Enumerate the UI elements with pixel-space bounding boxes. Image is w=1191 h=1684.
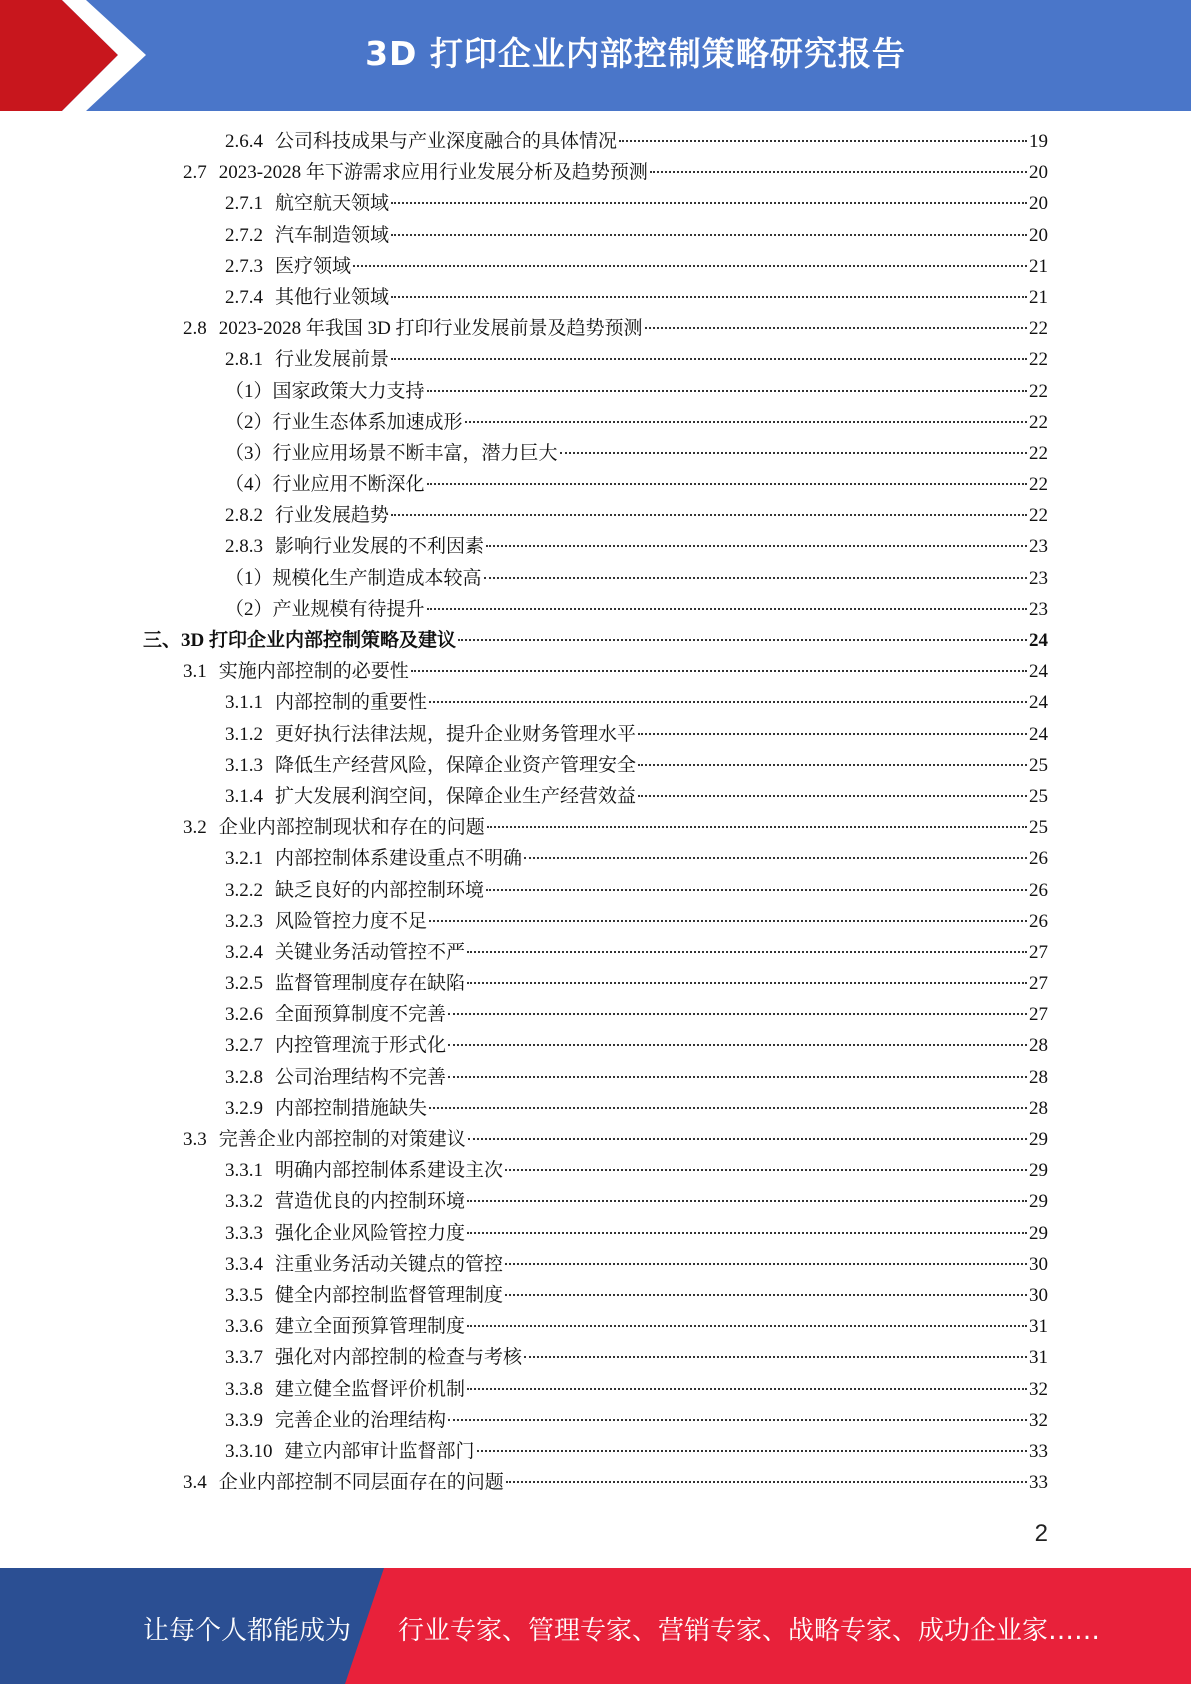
toc-entry[interactable] (0, 781, 1048, 812)
toc-entry[interactable] (0, 937, 1048, 968)
toc-entry-number: 3.2 (183, 817, 207, 839)
toc-entry-number: 3.1.2 (225, 723, 263, 745)
toc-entry-title (225, 407, 463, 438)
toc-entry-text: （1）规模化生产制造成本较高 (225, 567, 482, 589)
toc-entry-page: 29 (1029, 1191, 1048, 1213)
toc-leader-dots (448, 1013, 1027, 1015)
toc-entry[interactable] (0, 1186, 1048, 1217)
toc-entry-number: 3.2.6 (225, 1004, 263, 1026)
toc-entry[interactable] (0, 1218, 1048, 1249)
toc-leader-dots (429, 1107, 1027, 1109)
toc-entry-text: 完善企业的治理结构 (275, 1409, 447, 1431)
toc-entry-text: 内控管理流于形式化 (275, 1035, 447, 1057)
toc-entry[interactable] (0, 1249, 1048, 1280)
toc-entry-page: 26 (1029, 910, 1048, 932)
toc-leader-dots (524, 1356, 1027, 1358)
toc-entry-page: 22 (1029, 505, 1048, 527)
toc-entry-page: 22 (1029, 318, 1048, 340)
toc-entry-text: 内部控制措施缺失 (275, 1097, 428, 1119)
toc-entry-title (225, 594, 425, 625)
toc-entry-page: 22 (1029, 442, 1048, 464)
toc-leader-dots (391, 296, 1027, 298)
toc-entry-title (225, 1186, 465, 1217)
toc-entry-text: 影响行业发展的不利因素 (275, 536, 485, 558)
toc-entry-number: 2.7 (183, 162, 207, 184)
toc-entry-text: （3）行业应用场景不断丰富，潜力巨大 (225, 442, 558, 464)
toc-entry[interactable] (0, 656, 1048, 687)
toc-entry[interactable] (0, 407, 1048, 438)
toc-leader-dots (391, 358, 1027, 360)
toc-leader-dots (467, 1325, 1027, 1327)
toc-entry-number: 3.3.7 (225, 1347, 263, 1369)
toc-leader-dots (487, 826, 1027, 828)
toc-leader-dots (391, 202, 1027, 204)
toc-entry-text: 建立全面预算管理制度 (275, 1316, 466, 1338)
toc-entry-text: 企业内部控制不同层面存在的问题 (218, 1472, 504, 1494)
toc-entry-text: 实施内部控制的必要性 (218, 661, 409, 683)
toc-entry-number: 2.7.2 (225, 224, 263, 246)
toc-leader-dots (411, 670, 1027, 672)
toc-entry-number: 3.3.8 (225, 1378, 263, 1400)
toc-entry-title (225, 843, 522, 874)
toc-entry[interactable] (0, 719, 1048, 750)
toc-entry-title (225, 1342, 522, 1373)
toc-entry[interactable] (0, 1374, 1048, 1405)
toc-entry-page: 29 (1029, 1129, 1048, 1150)
toc-entry-page: 28 (1029, 1097, 1048, 1119)
toc-entry-title (225, 344, 389, 375)
toc-entry[interactable] (0, 251, 1048, 282)
toc-entry-text: 建立内部审计监督部门 (284, 1440, 475, 1462)
toc-entry-page: 32 (1029, 1409, 1048, 1431)
toc-entry-title (183, 812, 485, 843)
toc-leader-dots (486, 889, 1027, 891)
toc-entry-page: 26 (1029, 848, 1048, 870)
toc-entry-title (225, 563, 482, 594)
document-title: 3D 打印企业内部控制策略研究报告 (365, 34, 906, 73)
toc-entry-title (225, 500, 389, 531)
toc-entry-text: （1）国家政策大力支持 (225, 380, 425, 402)
toc-entry[interactable] (0, 126, 1048, 157)
toc-entry-page: 31 (1029, 1316, 1048, 1338)
toc-entry[interactable] (0, 1155, 1048, 1186)
toc-entry-page: 32 (1029, 1378, 1048, 1400)
toc-leader-dots (638, 795, 1027, 797)
toc-entry-text: 公司科技成果与产业深度融合的具体情况 (275, 131, 618, 152)
toc-entry[interactable] (0, 188, 1048, 219)
toc-entry[interactable] (0, 1436, 1048, 1467)
toc-entry-title (225, 251, 351, 282)
toc-entry-title (225, 282, 389, 313)
toc-entry-title (225, 1311, 465, 1342)
toc-entry-title (183, 1467, 504, 1498)
toc-leader-dots (524, 857, 1027, 859)
toc-entry-number: 3.1.4 (225, 785, 263, 807)
toc-entry-text: 健全内部控制监督管理制度 (275, 1284, 504, 1306)
toc-entry[interactable] (0, 999, 1048, 1030)
footer-slogan-left: 让每个人都能成为 (143, 1616, 352, 1646)
toc-leader-dots (560, 452, 1027, 454)
toc-entry-page: 28 (1029, 1035, 1048, 1057)
toc-entry[interactable] (0, 875, 1048, 906)
toc-entry-page: 20 (1029, 162, 1048, 184)
toc-leader-dots (448, 1419, 1027, 1421)
toc-entry-title (225, 1030, 446, 1061)
toc-entry-title (225, 968, 465, 999)
toc-entry-title (225, 875, 484, 906)
toc-entry-page: 21 (1029, 286, 1048, 308)
toc-entry-number: 3.1.1 (225, 692, 263, 714)
toc-leader-dots (465, 421, 1027, 423)
toc-entry-title (225, 781, 636, 812)
toc-entry-title (183, 1124, 466, 1155)
toc-entry-number: 3.2.3 (225, 910, 263, 932)
toc-entry-page: 21 (1029, 255, 1048, 277)
toc-entry-number: 2.8.2 (225, 505, 263, 527)
toc-entry-title (225, 188, 389, 219)
toc-entry-page: 30 (1029, 1284, 1048, 1306)
toc-entry[interactable] (0, 1062, 1048, 1093)
toc-entry-title (225, 1218, 465, 1249)
toc-leader-dots (505, 1169, 1027, 1171)
toc-entry-text: 监督管理制度存在缺陷 (275, 973, 466, 995)
toc-entry-title (183, 157, 648, 188)
table-of-contents (0, 126, 1191, 1498)
toc-entry-text: 更好执行法律法规，提升企业财务管理水平 (275, 723, 637, 745)
toc-entry-page: 33 (1029, 1440, 1048, 1462)
toc-entry-number: 3.3.3 (225, 1222, 263, 1244)
toc-leader-dots (353, 265, 1027, 267)
toc-entry-text: （4）行业应用不断深化 (225, 474, 425, 496)
toc-leader-dots (645, 327, 1027, 329)
toc-entry-title (225, 220, 389, 251)
toc-entry-text: 内部控制体系建设重点不明确 (275, 848, 523, 870)
toc-entry-page: 22 (1029, 380, 1048, 402)
toc-leader-dots (429, 701, 1027, 703)
toc-entry-number: 2.7.3 (225, 255, 263, 277)
toc-entry-page: 24 (1029, 723, 1048, 745)
toc-entry-title (225, 1249, 503, 1280)
toc-entry-number: 3.3 (183, 1129, 207, 1150)
toc-entry-page: 23 (1029, 598, 1048, 620)
toc-entry[interactable] (0, 687, 1048, 718)
toc-entry-text: 强化对内部控制的检查与考核 (275, 1347, 523, 1369)
toc-entry-number: 3.2.8 (225, 1066, 263, 1088)
toc-entry-text: 其他行业领域 (275, 286, 390, 308)
toc-entry-number: 3.4 (183, 1472, 207, 1494)
toc-entry[interactable] (0, 313, 1048, 344)
toc-entry-page: 25 (1029, 785, 1048, 807)
toc-entry-title (225, 750, 636, 781)
toc-entry-number: 3.3.1 (225, 1160, 263, 1182)
toc-leader-dots (427, 483, 1027, 485)
toc-entry[interactable] (0, 1342, 1048, 1373)
toc-entry[interactable] (0, 843, 1048, 874)
toc-leader-dots (467, 1232, 1027, 1234)
toc-entry-page: 19 (1029, 131, 1048, 152)
toc-entry[interactable] (0, 1311, 1048, 1342)
toc-entry-number: 3.2.9 (225, 1097, 263, 1119)
toc-entry-page: 27 (1029, 941, 1048, 963)
toc-entry-page: 24 (1029, 692, 1048, 714)
toc-entry-page: 27 (1029, 973, 1048, 995)
toc-entry-number: 3.3.5 (225, 1284, 263, 1306)
toc-entry-page: 24 (1029, 661, 1048, 683)
toc-entry[interactable] (0, 376, 1048, 407)
toc-entry-title (225, 906, 427, 937)
toc-entry-page: 20 (1029, 193, 1048, 215)
toc-entry[interactable] (0, 220, 1048, 251)
toc-entry-title (225, 126, 617, 157)
toc-entry-text: 扩大发展利润空间，保障企业生产经营效益 (275, 785, 637, 807)
toc-entry-text: 风险管控力度不足 (275, 910, 428, 932)
toc-entry-page: 29 (1029, 1222, 1048, 1244)
toc-entry-text: 内部控制的重要性 (275, 692, 428, 714)
toc-entry-text: 企业内部控制现状和存在的问题 (218, 817, 485, 839)
toc-leader-dots (467, 951, 1027, 953)
toc-entry-title (225, 719, 636, 750)
toc-entry-title (225, 1155, 503, 1186)
toc-entry-text: 三、3D 打印企业内部控制策略及建议 (143, 630, 456, 651)
toc-leader-dots (505, 1294, 1027, 1296)
toc-entry-text: 完善企业内部控制的对策建议 (218, 1129, 466, 1150)
toc-entry[interactable] (0, 812, 1048, 843)
toc-entry-page: 22 (1029, 411, 1048, 433)
toc-entry-page: 29 (1029, 1160, 1048, 1182)
toc-leader-dots (467, 1388, 1027, 1390)
toc-entry-text: 注重业务活动关键点的管控 (275, 1253, 504, 1275)
toc-entry-text: 行业发展趋势 (275, 505, 390, 527)
toc-entry-title (225, 1280, 503, 1311)
footer-slogan-right: 行业专家、管理专家、营销专家、战略专家、成功企业家…… (398, 1616, 1101, 1646)
toc-entry[interactable] (0, 438, 1048, 469)
toc-entry-text: 建立健全监督评价机制 (275, 1378, 466, 1400)
toc-entry[interactable] (0, 157, 1048, 188)
toc-leader-dots (458, 639, 1027, 641)
toc-entry-title (225, 469, 425, 500)
toc-leader-dots (448, 1044, 1027, 1046)
toc-entry-title (225, 438, 558, 469)
toc-entry-number: 3.2.2 (225, 879, 263, 901)
toc-entry-title (225, 1093, 427, 1124)
toc-entry-title (225, 376, 425, 407)
toc-entry[interactable] (0, 344, 1048, 375)
toc-entry-number: 3.1.3 (225, 754, 263, 776)
toc-leader-dots (429, 920, 1027, 922)
toc-leader-dots (486, 545, 1027, 547)
toc-entry-title (143, 625, 456, 656)
toc-leader-dots (505, 1263, 1027, 1265)
toc-entry-number: 3.1 (183, 661, 207, 683)
toc-entry-number: 2.6.4 (225, 131, 263, 152)
toc-entry-number: 3.2.5 (225, 973, 263, 995)
toc-leader-dots (427, 608, 1027, 610)
toc-entry-text: 全面预算制度不完善 (275, 1004, 447, 1026)
toc-entry-page: 22 (1029, 474, 1048, 496)
toc-entry-title (225, 1405, 446, 1436)
toc-entry-number: 2.8 (183, 318, 207, 340)
toc-entry-page: 30 (1029, 1253, 1048, 1275)
toc-entry[interactable] (0, 282, 1048, 313)
toc-entry-number: 3.2.4 (225, 941, 263, 963)
toc-entry-page: 25 (1029, 817, 1048, 839)
toc-entry-text: （2）产业规模有待提升 (225, 598, 425, 620)
toc-entry-number: 3.3.10 (225, 1440, 273, 1462)
toc-entry-page: 25 (1029, 754, 1048, 776)
toc-entry-page: 28 (1029, 1066, 1048, 1088)
toc-leader-dots (506, 1481, 1027, 1483)
toc-entry-number: 2.8.3 (225, 536, 263, 558)
toc-leader-dots (619, 140, 1027, 142)
toc-entry-number: 3.2.1 (225, 848, 263, 870)
toc-entry-number: 3.2.7 (225, 1035, 263, 1057)
toc-entry-text: 公司治理结构不完善 (275, 1066, 447, 1088)
toc-entry-title (225, 687, 427, 718)
toc-leader-dots (477, 1450, 1027, 1452)
toc-entry-text: 降低生产经营风险，保障企业资产管理安全 (275, 754, 637, 776)
toc-entry[interactable] (0, 1467, 1048, 1498)
toc-entry-page: 23 (1029, 536, 1048, 558)
toc-entry[interactable] (0, 625, 1048, 656)
toc-entry-text: （2）行业生态体系加速成形 (225, 411, 463, 433)
toc-entry-title (225, 1374, 465, 1405)
toc-leader-dots (427, 390, 1027, 392)
toc-entry[interactable] (0, 594, 1048, 625)
toc-entry-text: 强化企业风险管控力度 (275, 1222, 466, 1244)
toc-entry-number: 3.3.9 (225, 1409, 263, 1431)
toc-leader-dots (391, 514, 1027, 516)
toc-entry-text: 营造优良的内控制环境 (275, 1191, 466, 1213)
toc-entry-text: 汽车制造领域 (275, 224, 390, 246)
toc-leader-dots (650, 171, 1027, 173)
toc-entry-text: 关键业务活动管控不严 (275, 941, 466, 963)
toc-entry[interactable] (0, 500, 1048, 531)
toc-entry-title (225, 999, 446, 1030)
toc-entry-text: 医疗领域 (275, 255, 352, 277)
toc-entry[interactable] (0, 1030, 1048, 1061)
toc-leader-dots (468, 1138, 1027, 1140)
page-header (0, 0, 1191, 111)
toc-entry[interactable] (0, 1093, 1048, 1124)
toc-entry-page: 26 (1029, 879, 1048, 901)
toc-entry-number: 2.7.4 (225, 286, 263, 308)
toc-entry[interactable] (0, 1124, 1048, 1155)
toc-entry-text: 2023-2028 年我国 3D 打印行业发展前景及趋势预测 (218, 318, 643, 340)
toc-entry-number: 2.8.1 (225, 349, 263, 371)
page-footer (0, 1568, 1191, 1684)
toc-entry-title (225, 531, 484, 562)
toc-entry[interactable] (0, 563, 1048, 594)
toc-entry-page: 20 (1029, 224, 1048, 246)
toc-entry-title (225, 1062, 446, 1093)
toc-entry-number: 3.3.4 (225, 1253, 263, 1275)
toc-entry[interactable] (0, 750, 1048, 781)
toc-entry-page: 23 (1029, 567, 1048, 589)
toc-entry-page: 27 (1029, 1004, 1048, 1026)
toc-entry[interactable] (0, 469, 1048, 500)
toc-entry-text: 航空航天领域 (275, 193, 390, 215)
toc-entry-number: 3.3.2 (225, 1191, 263, 1213)
toc-leader-dots (467, 1200, 1027, 1202)
toc-leader-dots (391, 234, 1027, 236)
toc-entry-number: 2.7.1 (225, 193, 263, 215)
toc-entry[interactable] (0, 968, 1048, 999)
toc-entry-number: 3.3.6 (225, 1316, 263, 1338)
toc-entry-text: 明确内部控制体系建设主次 (275, 1160, 504, 1182)
toc-leader-dots (484, 577, 1027, 579)
toc-entry[interactable] (0, 1405, 1048, 1436)
toc-entry-title (183, 656, 409, 687)
toc-entry-page: 31 (1029, 1347, 1048, 1369)
toc-entry-title (225, 1436, 475, 1467)
toc-entry-page: 22 (1029, 349, 1048, 371)
toc-entry-text: 行业发展前景 (275, 349, 390, 371)
toc-entry-page: 24 (1029, 630, 1048, 651)
toc-leader-dots (638, 733, 1027, 735)
toc-leader-dots (467, 982, 1027, 984)
toc-entry-title (225, 937, 465, 968)
toc-entry-title (183, 313, 643, 344)
toc-entry[interactable] (0, 906, 1048, 937)
toc-entry[interactable] (0, 531, 1048, 562)
toc-leader-dots (638, 764, 1027, 766)
page-number: 2 (1034, 1520, 1048, 1547)
toc-leader-dots (448, 1076, 1027, 1078)
toc-entry[interactable] (0, 1280, 1048, 1311)
toc-entry-text: 缺乏良好的内部控制环境 (275, 879, 485, 901)
toc-entry-text: 2023-2028 年下游需求应用行业发展分析及趋势预测 (218, 162, 648, 184)
toc-entry-page: 33 (1029, 1472, 1048, 1494)
